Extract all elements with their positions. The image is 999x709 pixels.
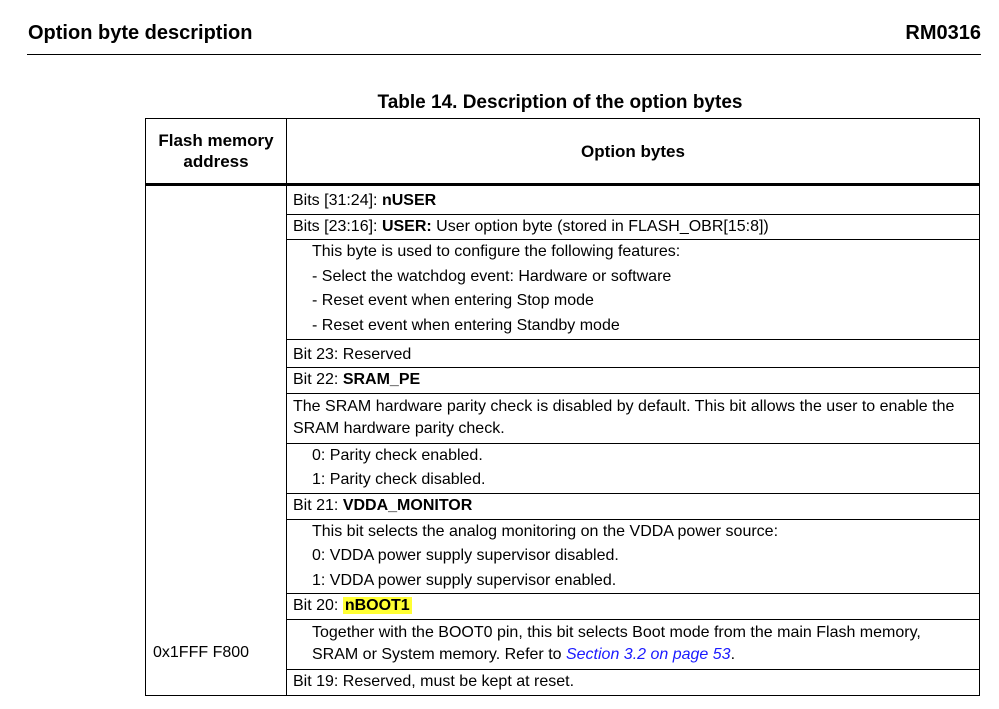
line-sram-description: The SRAM hardware parity check is disabled by default. This bit allows the user to enable the SRAM hardware parity check. bbox=[287, 393, 979, 443]
line-bit20: Bit 20: nBOOT1 bbox=[287, 593, 979, 619]
list-item: - Reset event when entering Standby mode bbox=[312, 316, 620, 334]
line-bit23: Bit 23: Reserved bbox=[287, 339, 979, 368]
section-link[interactable]: Section 3.2 on page 53 bbox=[565, 645, 731, 663]
column-header-option-bytes: Option bytes bbox=[287, 119, 980, 185]
nboot1-highlight: nBOOT1 bbox=[344, 597, 410, 615]
list-item: 1: Parity check disabled. bbox=[312, 471, 486, 489]
list-item: - Select the watchdog event: Hardware or software bbox=[312, 267, 672, 285]
option-bytes-cell bbox=[287, 185, 980, 696]
header-divider bbox=[27, 54, 981, 55]
line-nuser: Bits [31:24]: nUSER bbox=[293, 192, 437, 209]
line-bit21: Bit 21: VDDA_MONITOR bbox=[287, 493, 979, 519]
line-user: Bits [23:16]: USER: User option byte (stored in FLASH_OBR[15:8]) bbox=[287, 214, 979, 240]
document-id: RM0316 bbox=[905, 22, 981, 44]
flash-address-cell: 0x1FFF F800 bbox=[146, 185, 287, 696]
list-item: - Reset event when entering Stop mode bbox=[312, 292, 594, 310]
list-item: 0: VDDA power supply supervisor disabled. bbox=[312, 547, 619, 565]
line-nboot1-description: Together with the BOOT0 pin, this bit selects Boot mode from the main Flash memory, SRAM or System memory. Refer to Section 3.2 on page 53. bbox=[287, 619, 979, 669]
column-header-address: Flash memory address bbox=[146, 119, 287, 185]
line-user-description: This byte is used to configure the following features: bbox=[287, 239, 979, 265]
line-bit19: Bit 19: Reserved, must be kept at reset. bbox=[287, 669, 979, 695]
line-bit22: Bit 22: SRAM_PE bbox=[287, 367, 979, 393]
option-bytes-table bbox=[145, 118, 980, 696]
page-header-title: Option byte description bbox=[28, 22, 253, 44]
table-caption: Table 14. Description of the option bytes bbox=[377, 92, 743, 113]
table-row bbox=[146, 185, 980, 696]
line-vdda-description: This bit selects the analog monitoring on the VDDA power source: bbox=[287, 519, 979, 545]
list-item: 1: VDDA power supply supervisor enabled. bbox=[312, 571, 617, 589]
table-header-row bbox=[146, 119, 980, 185]
list-item: 0: Parity check enabled. bbox=[287, 443, 979, 469]
